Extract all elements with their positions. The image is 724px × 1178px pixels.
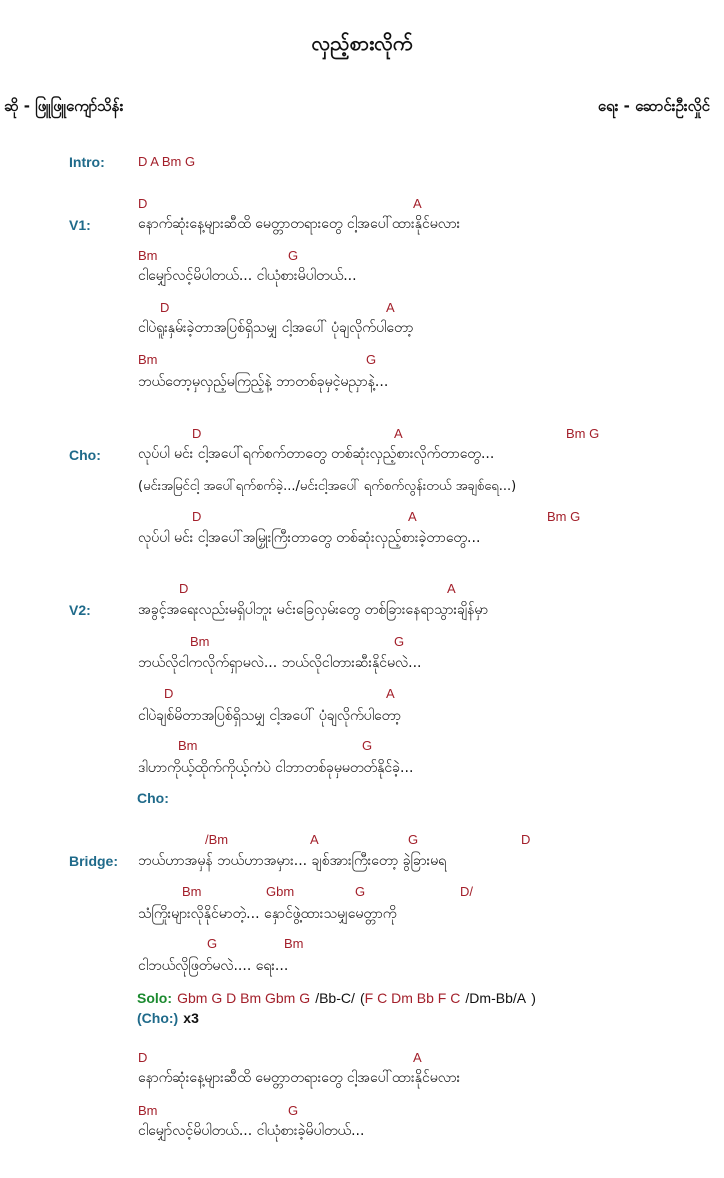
chord: D [521,832,531,847]
chord: G [288,1103,299,1118]
chord: G [207,936,218,951]
chord: Bm G [566,426,600,441]
chord: D [138,1050,148,1065]
lyric-line: နောက်ဆုံးနေ့များဆီထိ မေတ္တာတရားတွေ ငါ့အပေါ်ထားနိုင်မလား [138,216,461,232]
chord: Bm [138,352,158,367]
lyric-line: (မင်းအမြင်ငါ့ အပေါ်ရက်စက်ခဲ့.../မင်းငါ့အပေါ် ရက်စက်လွန်းတယ် အချစ်ရေ...) [138,479,517,494]
chord: D [138,196,148,211]
chord: D [192,426,202,441]
section-label-intro: Intro: [69,154,105,170]
chord: Bm [178,738,198,753]
lyric-line: ငါမျှော်လင့်မိပါတယ်... ငါယုံစားခဲ့မိပါတယ်... [138,1123,365,1139]
chord: Bm G [547,509,581,524]
chord: D/ [460,884,473,899]
chord: G [366,352,377,367]
chord: A [413,1050,422,1065]
section-label-chorus: Cho: [69,447,101,463]
lyric-line: ဘယ်ဟာအမှန် ဘယ်ဟာအမှား... ချစ်အားကြီးတော့ ခွဲခြားမရ [138,853,447,869]
lyric-line: ဘယ်တော့မှလှည့်မကြည့်နဲ့ ဘာတစ်ခုမှငဲ့မညှာနဲ့... [138,374,389,390]
chord: Bm [190,634,210,649]
lyric-line: ငါပဲရူးနှမ်းခဲ့တာအပြစ်ရှိသမျှ ငါ့အပေါ် ပုံချလိုက်ပါတော့ [138,320,414,336]
chord: A [447,581,456,596]
section-label-chorus-repeat: Cho: [137,790,169,806]
section-label-v2: V2: [69,602,91,618]
chord: A [394,426,403,441]
intro-chords: D A Bm G [138,154,196,169]
chord: A [408,509,417,524]
chord: Gbm [266,884,295,899]
chord: Bm [182,884,202,899]
chord: Bm [138,248,158,263]
paren-close: ) [531,990,536,1006]
chord: /Bm [205,832,229,847]
chord: A [386,300,395,315]
chord: G [394,634,405,649]
lyric-line: ငါပဲချစ်မိတာအပြစ်ရှိသမျှ ငါ့အပေါ် ပုံချလိုက်ပါတော့ [138,708,402,724]
chord: D [164,686,174,701]
lyric-line: ဘယ်လိုငါကလိုက်ရှာမလဲ... ဘယ်လိုငါတားဆီးနိုင်မလဲ... [138,655,422,671]
lyric-line: လုပ်ပါ မင်း ငါ့အပေါ်အမြှုးကြီးတာတွေ တစ်ဆုံးလှည့်စားခဲ့တာတွေ... [138,530,481,546]
lyric-line: သံကြိုးများလိုနိုင်မာတဲ့... နှောင်ဖွဲ့ထားသမျှမေတ္တာကို [138,906,397,922]
song-title: လှည့်စားလိုက် [311,31,413,55]
paren-open: ( [359,990,365,1006]
chord: A [310,832,319,847]
writer-credit: ရေး - ဆောင်းဦးလှိုင် [597,97,710,115]
solo-chords: Gbm G D Bm Gbm G [177,990,311,1006]
chord: G [355,884,366,899]
chord: G [362,738,373,753]
chord: D [179,581,189,596]
solo-slash-chords: /Bb-C/ [315,990,355,1006]
chord: A [386,686,395,701]
lyric-line: လုပ်ပါ မင်း ငါ့အပေါ်ရက်စက်တာတွေ တစ်ဆုံးလှည့်စားလိုက်တာတွေ... [138,446,495,462]
section-label-v1: V1: [69,217,91,233]
chord: G [288,248,299,263]
section-label-bridge: Bridge: [69,853,118,869]
chord: D [192,509,202,524]
lyric-line: ငါဘယ်လိုဖြတ်မလဲ.... ရေး... [138,958,289,974]
solo-label: Solo: [137,990,172,1006]
chorus-repeat-line [137,1008,199,1027]
chord: A [413,196,422,211]
lyric-line: ဒါဟာကိုယ့်ထိုက်ကိုယ့်ကံပဲ ငါဘာတစ်ခုမှမတတ်နိုင်ခဲ့... [138,760,414,776]
lyric-line: အခွင့်အရေးလည်းမရှိပါဘူး မင်းခြေလှမ်းတွေ တစ်ခြားနေရာသွားချိန်မှာ [138,602,489,618]
solo-chords: F C Dm Bb F C [364,990,461,1006]
chord: D [160,300,170,315]
chord: Bm [138,1103,158,1118]
chord: G [408,832,419,847]
lyric-line: နောက်ဆုံးနေ့များဆီထိ မေတ္တာတရားတွေ ငါ့အပေါ်ထားနိုင်မလား [138,1070,461,1086]
lyric-line: ငါမျှော်လင့်မိပါတယ်... ငါယုံစားမိပါတယ်... [138,268,357,284]
solo-line [137,988,536,1007]
solo-slash-chords: /Dm-Bb/A [465,990,527,1006]
singer-credit: ဆို - ဖြူဖြူကျော်သိန်း [4,97,124,115]
chord: Bm [284,936,304,951]
chorus-repeat-label: (Cho:) [137,1010,179,1026]
repeat-count: x3 [183,1010,199,1026]
